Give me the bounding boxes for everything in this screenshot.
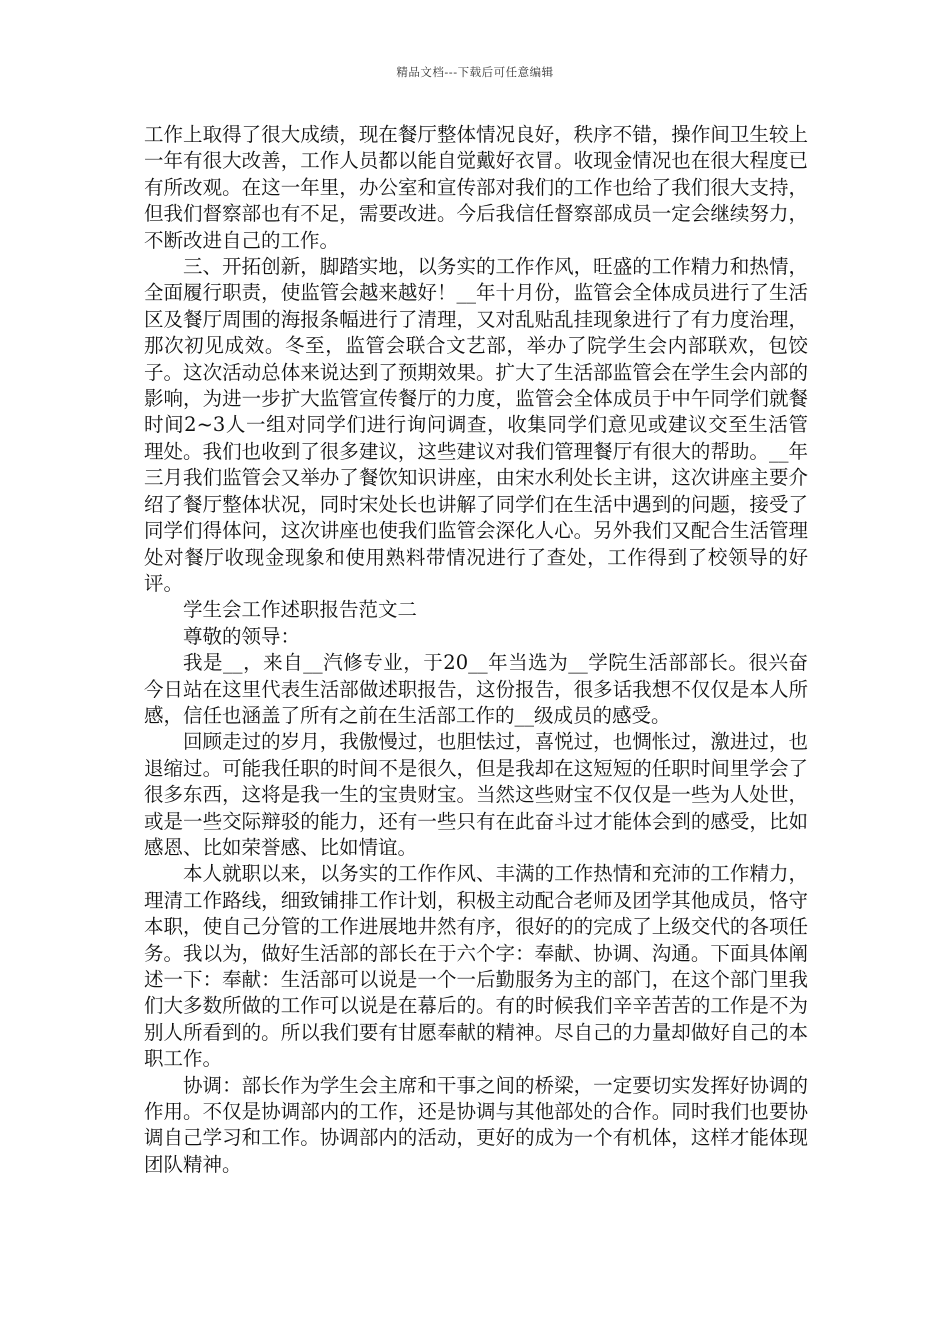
paragraph: 回顾走过的岁月，我傲慢过，也胆怯过，喜悦过，也惆怅过，激进过，也退缩过。可能我任职的时间不是很久，但是我却在这短短的任职时间里学会了很多东西，这将是我一生的宝贵财宝。当然这些财宝不仅仅是一些为人处世，或是一些交际辩驳的能力，还有一些只有在此奋斗过才能体会到的感受，比如感恩、比如荣誉感、比如情谊。: [144, 730, 808, 859]
paragraph: 工作上取得了很大成绩，现在餐厅整体情况良好，秩序不错，操作间卫生较上一年有很大改善，工作人员都以能自觉戴好衣冒。收现金情况也在很大程度已有所改观。在这一年里，办公室和宣传部对我们的工作也给了我们很大支持，但我们督察部也有不足，需要改进。今后我信任督察部成员一定会继续努力，不断改进自己的工作。: [144, 123, 808, 252]
paragraph: 三、开拓创新，脚踏实地，以务实的工作作风，旺盛的工作精力和热情，全面履行职责，使监管会越来越好！__年十月份，监管会全体成员进行了生活区及餐厅周围的海报条幅进行了清理，又对乱贴乱挂现象进行了有力度治理，那次初见成效。冬至，监管会联合文艺部，举办了院学生会内部联欢，包饺子。这次活动总体来说达到了预期效果。扩大了生活部监管会在学生会内部的影响，为进一步扩大监管宣传餐厅的力度，监管会全体成员于中午同学们就餐时间2~3人一组对同学们进行询问调查，收集同学们意见或建议交至生活管理处。我们也收到了很多建议，这些建议对我们管理餐厅有很大的帮助。__年三月我们监管会又举办了餐饮知识讲座，由宋水利处长主讲，这次讲座主要介绍了餐厅整体状况，同时宋处长也讲解了同学们在生活中遇到的问题，接受了同学们得体问，这次讲座也使我们监管会深化人心。另外我们又配合生活管理处对餐厅收现金现象和使用熟料带情况进行了查处，工作得到了校领导的好评。: [144, 255, 808, 595]
paragraph: 协调：部长作为学生会主席和干事之间的桥梁，一定要切实发挥好协调的作用。不仅是协调部内的工作，还是协调与其他部处的合作。同时我们也要协调自己学习和工作。协调部内的活动，更好的成为一个有机体，这样才能体现团队精神。: [144, 1073, 808, 1176]
section-title: 学生会工作述职报告范文二: [183, 598, 418, 622]
salutation: 尊敬的领导：: [183, 624, 301, 648]
paragraph: 我是__，来自__汽修专业，于20__年当选为__学院生活部部长。很兴奋今日站在这里代表生活部做述职报告，这份报告，很多话我想不仅仅是本人所感，信任也涵盖了所有之前在生活部工作的__级成员的感受。: [144, 651, 808, 727]
paragraph: 本人就职以来，以务实的工作作风、丰满的工作热情和充沛的工作精力，理清工作路线，细致铺排工作计划，积极主动配合老师及团学其他成员，恪守本职，使自己分管的工作进展地井然有序，很好的的完成了上级交代的各项任务。我以为，做好生活部的部长在于六个字：奉献、协调、沟通。下面具体阐述一下：奉献：生活部可以说是一个一后勤服务为主的部门，在这个部门里我们大多数所做的工作可以说是在幕后的。有的时候我们辛辛苦苦的工作是不为别人所看到的。所以我们要有甘愿奉献的精神。尽自己的力量却做好自己的本职工作。: [144, 862, 808, 1071]
document-body: [144, 122, 808, 1178]
page-header: 精品文档---下载后可任意编辑: [396, 65, 554, 79]
